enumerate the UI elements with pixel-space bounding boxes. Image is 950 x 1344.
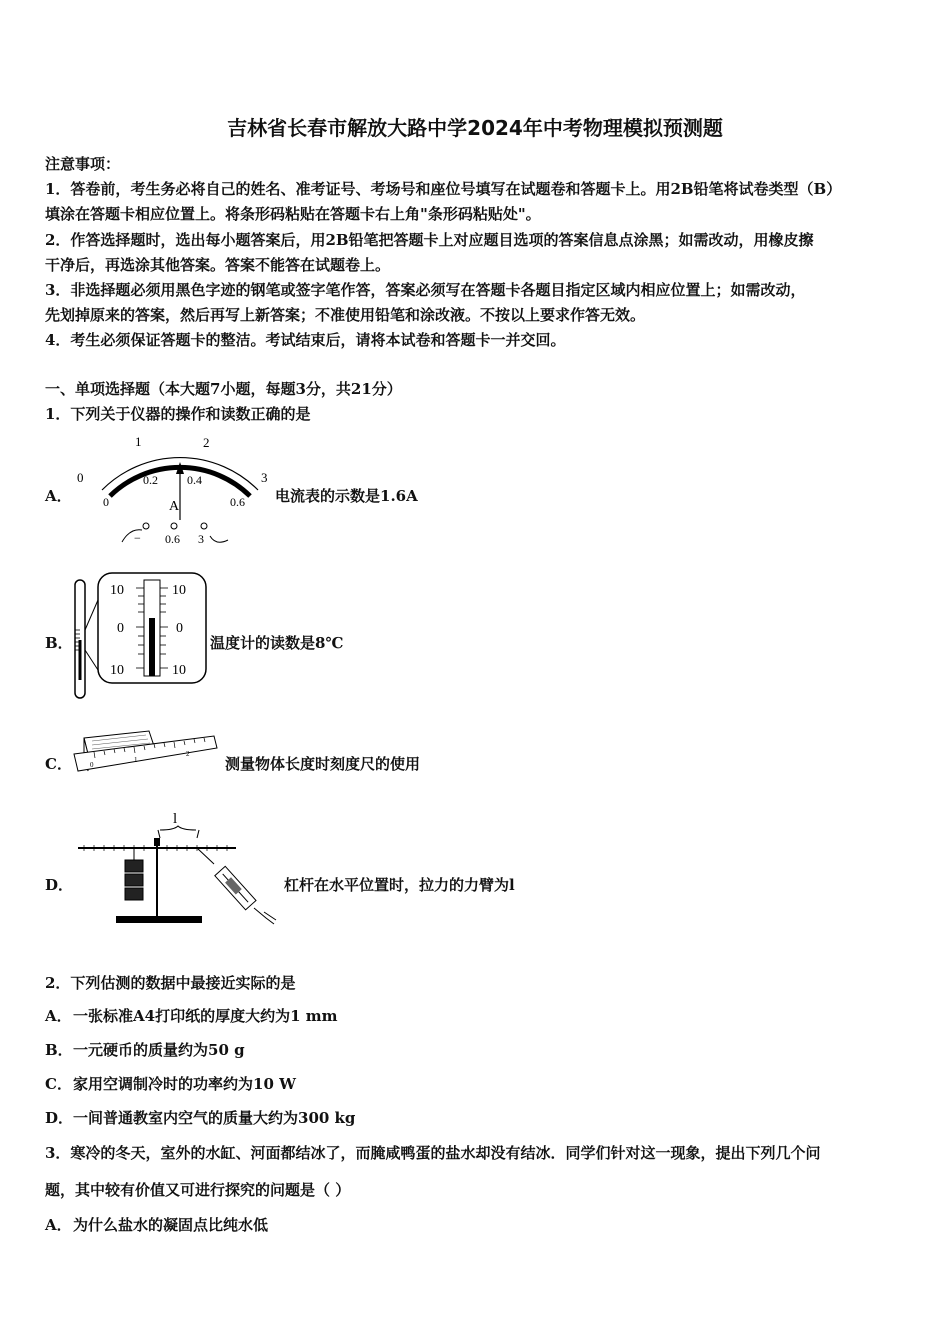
thermometer-scale-label: 0 [117, 621, 124, 636]
ruler-figure [74, 726, 224, 776]
ammeter-unit: A [169, 499, 180, 514]
thermometer-scale-label: 10 [172, 583, 186, 598]
notice-line: 2．作答选择题时，选出每小题答案后，用2B铅笔把答题卡上对应题目选项的答案信息点涂黑；如需改动，用橡皮擦 [45, 231, 814, 249]
q1-option-b-text: 温度计的读数是8℃ [210, 634, 344, 652]
notice-line: 1．答卷前，考生务必将自己的姓名、准考证号、考场号和座位号填写在试题卷和答题卡上。用2B铅笔将试卷类型（B） [45, 180, 842, 198]
ammeter-upper-tick: 0 [77, 470, 84, 485]
q1-option-a-letter: A． [45, 487, 72, 505]
q1-option-c-text: 测量物体长度时刻度尺的使用 [225, 755, 421, 773]
thermometer-scale-label: 10 [110, 663, 124, 678]
lever-figure [74, 808, 284, 930]
ammeter-upper-tick: 3 [261, 470, 268, 485]
thermometer-scale-label: 0 [176, 621, 183, 636]
section-heading: 一、单项选择题（本大题7小题，每题3分，共21分） [45, 380, 402, 398]
ammeter-upper-tick: 2 [203, 435, 210, 450]
ammeter-lower-tick: 0 [103, 495, 109, 509]
ruler-tick-label: 0 [90, 761, 94, 769]
q1-option-b-letter: B． [45, 634, 73, 652]
notice-line: 先划掉原来的答案，然后再写上新答案；不准使用铅笔和涂改液。不按以上要求作答无效。 [45, 306, 646, 324]
thermometer-scale-label: 10 [172, 663, 186, 678]
q2-option-b-letter: B． [45, 1041, 73, 1059]
notice-heading: 注意事项： [45, 155, 121, 173]
ruler-tick-label: 2 [186, 750, 190, 758]
q1-option-a-text: 电流表的示数是1.6A [275, 487, 418, 505]
q1-option-c-letter: C． [45, 755, 72, 773]
q2-option-c-letter: C． [45, 1075, 72, 1093]
page-title: 吉林省长春市解放大路中学2024年中考物理模拟预测题 [227, 116, 723, 140]
q2-option-b-text: 一元硬币的质量约为50 g [73, 1041, 245, 1059]
q2-option-a-text: 一张标准A4打印纸的厚度大约为1 mm [73, 1007, 338, 1025]
q2-option-a-letter: A． [45, 1007, 72, 1025]
notice-line: 干净后，再选涂其他答案。答案不能答在试题卷上。 [45, 256, 391, 274]
question-3-stem: 3．寒冷的冬天，室外的水缸、河面都结冰了，而腌咸鸭蛋的盐水却没有结冰．同学们针对这一现象，提出下列几个问 [45, 1144, 821, 1162]
thermometer-scale-label: 10 [110, 583, 124, 598]
q2-option-c-text: 家用空调制冷时的功率约为10 W [73, 1075, 296, 1093]
notice-line: 4．考生必须保证答题卡的整洁。考试结束后，请将本试卷和答题卡一并交回。 [45, 331, 566, 349]
notice-line: 3．非选择题必须用黑色字迹的钢笔或签字笔作答，答案必须写在答题卡各题目指定区域内相应位置上；如需改动， [45, 281, 806, 299]
ammeter-figure [70, 430, 280, 550]
lever-arm-label: l [173, 811, 178, 827]
q3-option-a-letter: A． [45, 1216, 72, 1234]
q3-option-a-text: 为什么盐水的凝固点比纯水低 [73, 1216, 269, 1234]
question-3-stem: 题，其中较有价值又可进行探究的问题是（ ） [45, 1181, 351, 1199]
ammeter-upper-tick: 1 [135, 434, 142, 449]
ammeter-terminal: 0.6 [165, 532, 180, 546]
ruler-tick-label: 1 [134, 756, 138, 764]
thermometer-figure [70, 570, 210, 700]
question-1-stem: 1．下列关于仪器的操作和读数正确的是 [45, 405, 311, 423]
question-2-stem: 2．下列估测的数据中最接近实际的是 [45, 974, 296, 992]
ammeter-lower-tick: 0.2 [143, 473, 158, 487]
ammeter-terminal: − [134, 531, 141, 545]
q2-option-d-text: 一间普通教室内空气的质量大约为300 kg [73, 1109, 356, 1127]
ammeter-lower-tick: 0.4 [187, 473, 202, 487]
notice-line: 填涂在答题卡相应位置上。将条形码粘贴在答题卡右上角"条形码粘贴处"。 [45, 205, 541, 223]
q1-option-d-text: 杠杆在水平位置时，拉力的力臂为l [284, 876, 515, 894]
ammeter-terminal: 3 [198, 532, 204, 546]
ammeter-lower-tick: 0.6 [230, 495, 245, 509]
q2-option-d-letter: D． [45, 1109, 74, 1127]
q1-option-d-letter: D． [45, 876, 74, 894]
